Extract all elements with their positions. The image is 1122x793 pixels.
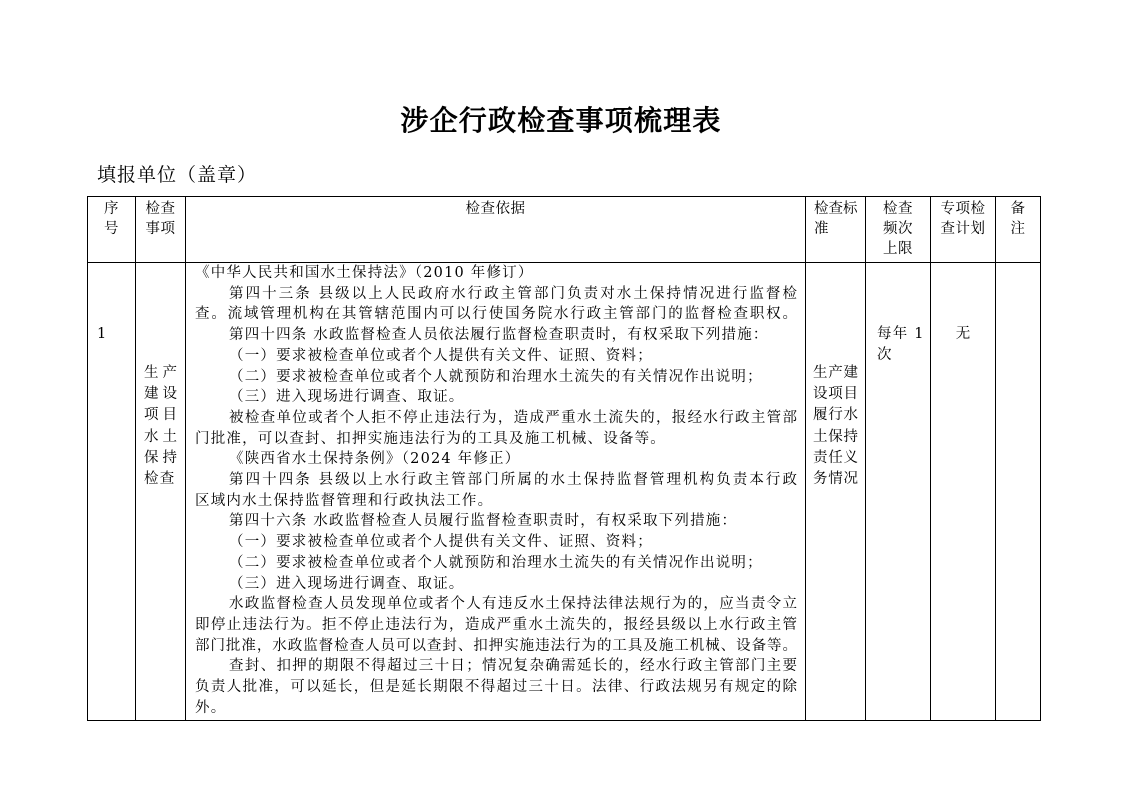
header-basis [186, 197, 806, 263]
basis-line: 外。 [195, 699, 227, 716]
cell-remark [996, 263, 1041, 721]
basis-line: 门批准，可以查封、扣押实施违法行为的工具及施工机械、设备等。 [195, 430, 666, 447]
item-line: 水土 [144, 428, 177, 445]
header-plan-line: 专项检 [940, 201, 986, 217]
cell-item [136, 263, 186, 721]
basis-line: 第四十六条 水政监督检查人员履行监督检查职责时，有权采取下列措施： [229, 513, 738, 530]
basis-line: 水政监督检查人员发现单位或者个人有违反水土保持法律法规行为的，应当责令立 [229, 596, 797, 613]
header-item-line: 事项 [145, 221, 176, 237]
basis-line: （三）进入现场进行调查、取证。 [229, 575, 465, 592]
basis-line: （一）要求被检查单位或者个人提供有关文件、证照、资料； [229, 534, 653, 551]
header-standard-line: 检查标 [814, 201, 858, 217]
basis-line: 区域内水土保持监督管理和行政执法工作。 [195, 492, 494, 509]
item-line: 生产 [144, 365, 177, 381]
standard-line: 履行水 [813, 407, 858, 424]
header-item-line: 检查 [145, 201, 176, 217]
basis-line: （二）要求被检查单位或者个人就预防和治理水土流失的有关情况作出说明； [229, 554, 763, 571]
basis-line: 被检查单位或者个人拒不停止违法行为，造成严重水土流失的，报经水行政主管部 [229, 409, 797, 426]
cell-frequency [866, 263, 931, 721]
header-seq [88, 197, 136, 263]
cell-basis [186, 263, 806, 721]
standard-line: 务情况 [813, 471, 858, 488]
frequency-line: 每年 1 [877, 326, 925, 342]
header-seq-line: 序 [104, 201, 119, 217]
basis-line: （二）要求被检查单位或者个人就预防和治理水土流失的有关情况作出说明； [229, 368, 763, 385]
basis-line: 《陕西省水土保持条例》（2024 年修正） [229, 451, 521, 468]
basis-line: 查封、扣押的期限不得超过三十日；情况复杂确需延长的，经水行政主管部门主要 [229, 658, 797, 675]
cell-seq [88, 263, 136, 721]
table-row [88, 263, 1041, 721]
inspection-items-table [87, 196, 1041, 721]
basis-line: 第四十三条 县级以上人民政府水行政主管部门负责对水土保持情况进行监督检 [229, 285, 797, 302]
basis-line: 第四十四条 县级以上水行政主管部门所属的水土保持监督管理机构负责本行政 [229, 472, 797, 489]
header-frequency [866, 197, 931, 263]
item-line: 项目 [144, 407, 177, 424]
header-frequency-line: 上限 [883, 241, 913, 257]
basis-line: （一）要求被检查单位或者个人提供有关文件、证照、资料； [229, 347, 653, 364]
basis-line: 负责人批准，可以延长，但是延长期限不得超过三十日。法律、行政法规另有规定的除 [195, 679, 797, 696]
header-seq-line: 号 [104, 221, 119, 237]
standard-line: 设项目 [813, 386, 858, 403]
basis-line: 《中华人民共和国水土保持法》（2010 年修订） [195, 265, 534, 281]
header-frequency-line: 频次 [883, 221, 913, 237]
item-line: 检查 [144, 471, 176, 488]
header-special-plan [931, 197, 996, 263]
basis-line: 查。流域管理机构在其管辖范围内可以行使国务院水行政主管部门的监督检查职权。 [195, 306, 797, 323]
seq-value: 1 [97, 326, 107, 342]
plan-value: 无 [955, 326, 971, 342]
standard-line: 责任义 [813, 449, 858, 466]
item-line: 保持 [144, 449, 177, 466]
filler-unit-label: 填报单位（盖章） [97, 164, 258, 186]
header-plan-line: 查计划 [940, 221, 986, 237]
header-remark-line: 备 [1010, 201, 1026, 217]
document-title: 涉企行政检查事项梳理表 [400, 104, 722, 137]
header-remark [996, 197, 1041, 263]
header-standard-line: 准 [814, 221, 829, 237]
item-line: 建设 [144, 386, 177, 403]
basis-line: 部门批准，水政监督检查人员可以查封、扣押实施违法行为的工具及施工机械、设备等。 [195, 637, 797, 654]
header-item [136, 197, 186, 263]
cell-standard [806, 263, 866, 721]
header-standard [806, 197, 866, 263]
header-basis-label: 检查依据 [465, 201, 526, 217]
standard-line: 生产建 [813, 365, 858, 381]
header-remark-line: 注 [1010, 221, 1026, 237]
basis-line: 即停止违法行为。拒不停止违法行为，造成严重水土流失的，报经县级以上水行政主管 [195, 616, 797, 633]
standard-line: 土保持 [813, 428, 858, 445]
table-header-row [88, 197, 1041, 263]
basis-line: （三）进入现场进行调查、取证。 [229, 389, 465, 406]
frequency-line: 次 [877, 347, 893, 363]
cell-special-plan [931, 263, 996, 721]
basis-line: 第四十四条 水政监督检查人员依法履行监督检查职责时，有权采取下列措施： [229, 327, 769, 344]
header-frequency-line: 检查 [883, 201, 913, 217]
